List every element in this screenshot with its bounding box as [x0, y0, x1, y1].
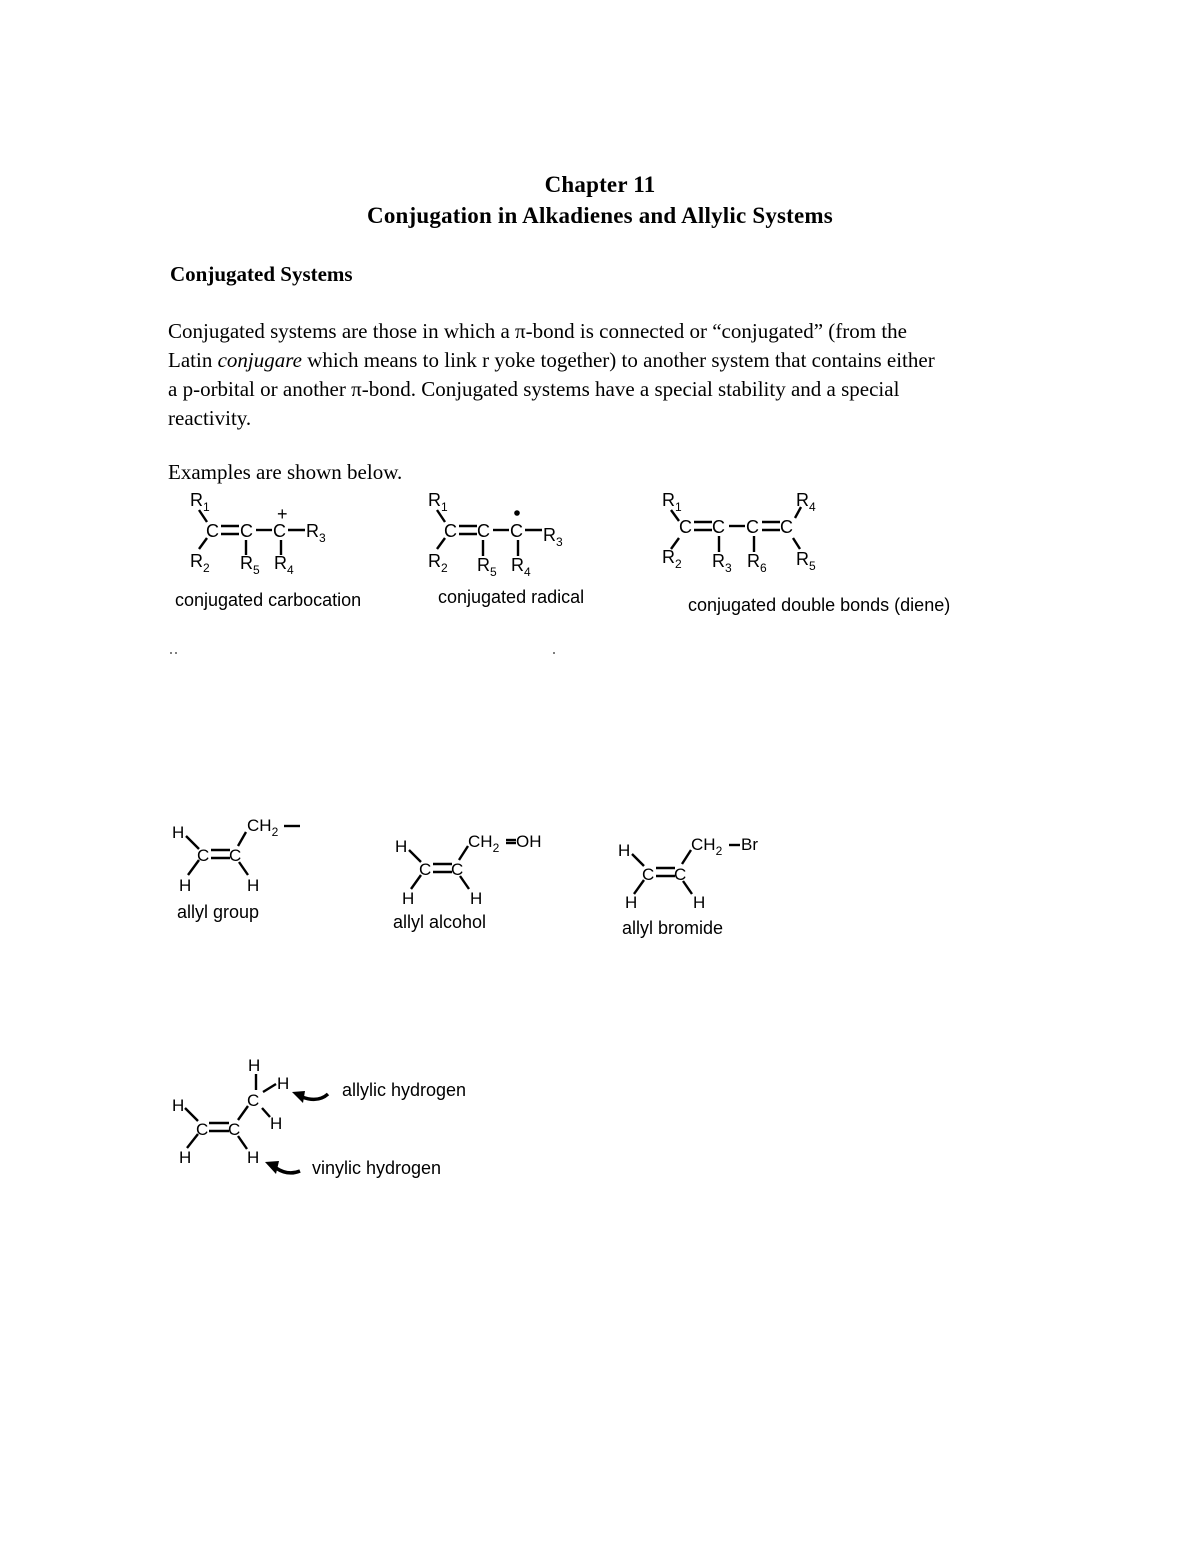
atom-r5: $R_5$ [796, 549, 816, 573]
paragraph-line: a p-orbital or another π-bond. Conjugated systems have a special stability and a special [168, 377, 900, 401]
atom-h: H [179, 876, 192, 895]
label-allylic-hydrogen: allylic hydrogen [342, 1080, 467, 1100]
atom-oh: OH [516, 832, 542, 851]
atom-c-cation: C [273, 521, 286, 541]
atom-h: H [402, 889, 415, 908]
atom-r4: $R_4$ [511, 555, 531, 579]
atom-r1: $R_1$ [662, 490, 682, 514]
atom-h: H [172, 1096, 185, 1115]
atom-h: H [247, 876, 260, 895]
atom-h: H [179, 1148, 192, 1167]
atom-c: C [240, 521, 253, 541]
atom-br: Br [741, 835, 758, 854]
chapter-title: Conjugation in Alkadienes and Allylic Systems [367, 203, 833, 228]
atom-c: C [196, 1120, 209, 1139]
atom-c-methyl: C [247, 1091, 260, 1110]
atom-c: C [679, 517, 692, 537]
atom-c: C [197, 846, 210, 865]
atom-h: H [248, 1056, 261, 1075]
atom-h-vinylic: H [247, 1148, 260, 1167]
atom-r5: $R_5$ [477, 555, 497, 579]
atom-r2: $R_2$ [428, 551, 448, 575]
section-heading: Conjugated Systems [170, 262, 353, 286]
atom-c: C [746, 517, 759, 537]
atom-r2: $R_2$ [190, 551, 210, 575]
atom-r3: $R_3$ [543, 525, 563, 549]
caption-radical: conjugated radical [438, 587, 585, 607]
chapter-number: Chapter 11 [544, 172, 656, 197]
atom-ch2: $CH_2$ [691, 835, 723, 858]
atom-c: C [419, 860, 432, 879]
caption-allyl-alcohol: allyl alcohol [393, 912, 487, 932]
paragraph-line: Latin conjugare which means to link r yoke together) to another system that contains either [168, 348, 935, 372]
positive-charge: + [277, 504, 288, 524]
atom-r1: $R_1$ [190, 490, 210, 514]
caption-diene: conjugated double bonds (diene) [688, 595, 951, 615]
arrow-allylic [292, 1091, 328, 1103]
caption-allyl-bromide: allyl bromide [622, 918, 724, 938]
atom-c: C [674, 865, 687, 884]
atom-h: H [693, 893, 706, 912]
atom-ch2: $CH_2$ [468, 832, 500, 855]
atom-r4: $R_4$ [274, 553, 294, 577]
paragraph-line: reactivity. [168, 406, 252, 430]
atom-h: H [172, 823, 185, 842]
atom-c: C [451, 860, 464, 879]
atom-r6: $R_6$ [747, 551, 767, 575]
atom-h: H [395, 837, 408, 856]
atom-c: C [712, 517, 725, 537]
atom-c-radical: C [510, 521, 523, 541]
atom-r2: $R_2$ [662, 547, 682, 571]
atom-c: C [444, 521, 457, 541]
examples-intro: Examples are shown below. [168, 460, 403, 484]
arrow-vinylic [265, 1161, 300, 1174]
label-vinylic-hydrogen: vinylic hydrogen [312, 1158, 442, 1178]
radical-dot [514, 510, 520, 516]
stray-mark [553, 652, 555, 654]
atom-c: C [229, 846, 242, 865]
atom-h: H [618, 841, 631, 860]
atom-h: H [270, 1114, 283, 1133]
atom-r3: $R_3$ [712, 551, 732, 575]
atom-c: C [228, 1120, 241, 1139]
atom-c: C [780, 517, 793, 537]
caption-allyl-group: allyl group [177, 902, 260, 922]
atom-h: H [470, 889, 483, 908]
atom-r1: $R_1$ [428, 490, 448, 514]
atom-c: C [642, 865, 655, 884]
atom-h-allylic: H [277, 1074, 290, 1093]
atom-r5: $R_5$ [240, 553, 260, 577]
atom-ch2: $CH_2$ [247, 816, 279, 839]
atom-c: C [206, 521, 219, 541]
paragraph-line: Conjugated systems are those in which a π-bond is connected or “conjugated” (from the [168, 319, 907, 343]
caption-carbocation: conjugated carbocation [175, 590, 362, 610]
atom-c: C [477, 521, 490, 541]
atom-r4: $R_4$ [796, 490, 816, 514]
atom-r3: $R_3$ [306, 521, 326, 545]
atom-h: H [625, 893, 638, 912]
